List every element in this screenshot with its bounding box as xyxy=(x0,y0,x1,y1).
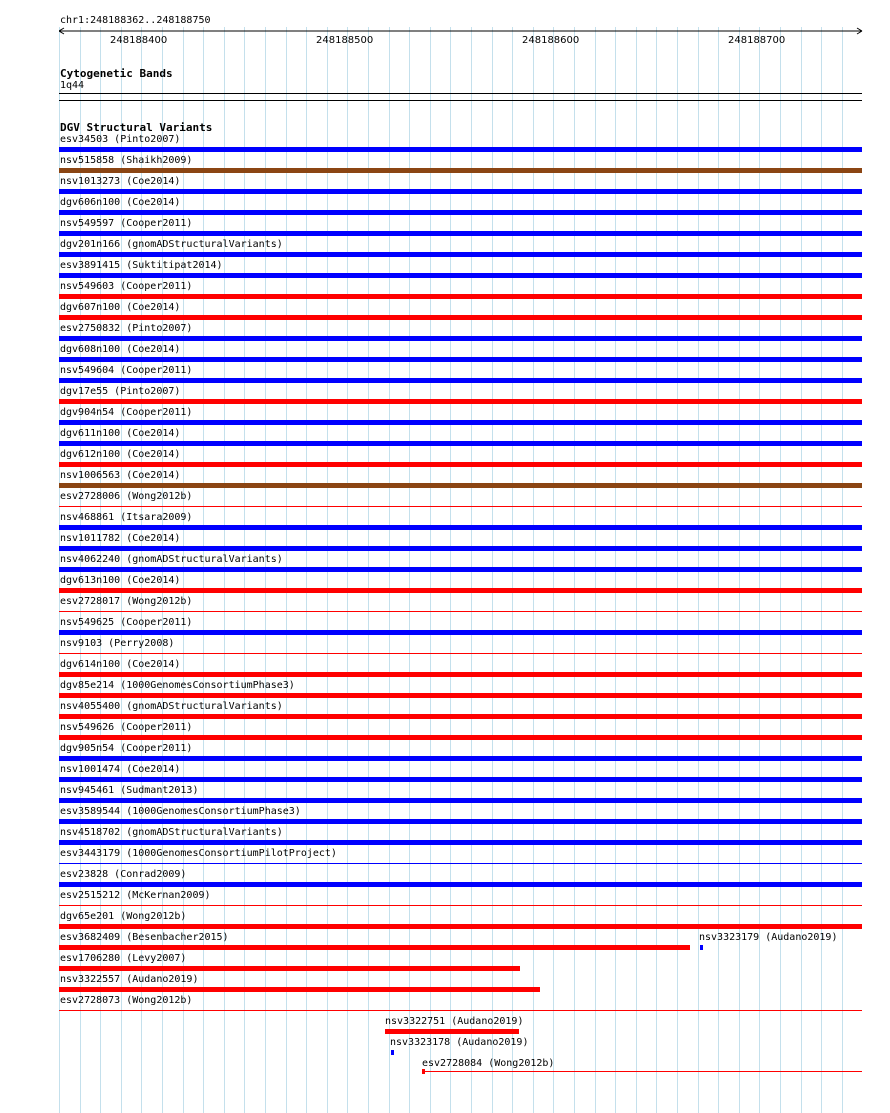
dgv-feature-bar[interactable] xyxy=(59,210,862,215)
dgv-feature-bar[interactable] xyxy=(59,777,862,782)
dgv-feature-label[interactable]: esv2728084 (Wong2012b) xyxy=(422,1058,555,1069)
dgv-feature-label[interactable]: dgv612n100 (Coe2014) xyxy=(60,449,181,460)
dgv-feature-bar[interactable] xyxy=(59,189,862,194)
dgv-feature-bar[interactable] xyxy=(59,611,862,612)
dgv-feature-label[interactable]: nsv4518702 (gnomADStructuralVariants) xyxy=(60,827,283,838)
dgv-feature-bar[interactable] xyxy=(59,462,862,467)
dgv-feature-label[interactable]: nsv515858 (Shaikh2009) xyxy=(60,155,193,166)
dgv-feature-label[interactable]: nsv3322751 (Audano2019) xyxy=(385,1016,524,1027)
dgv-feature-label[interactable]: nsv4062240 (gnomADStructuralVariants) xyxy=(60,554,283,565)
dgv-feature-label[interactable]: nsv945461 (Sudmant2013) xyxy=(60,785,199,796)
dgv-feature-label[interactable]: nsv549604 (Cooper2011) xyxy=(60,365,193,376)
dgv-feature-label[interactable]: dgv904n54 (Cooper2011) xyxy=(60,407,193,418)
dgv-feature-label[interactable]: esv3589544 (1000GenomesConsortiumPhase3) xyxy=(60,806,301,817)
ruler-tick-label: 248188500 xyxy=(316,35,374,46)
ruler-tick-label: 248188700 xyxy=(728,35,786,46)
dgv-feature-bar[interactable] xyxy=(59,588,862,593)
dgv-feature-bar[interactable] xyxy=(59,336,862,341)
dgv-feature-bar[interactable] xyxy=(59,672,862,677)
dgv-feature-label[interactable]: nsv9103 (Perry2008) xyxy=(60,638,175,649)
dgv-feature-label[interactable]: esv2728006 (Wong2012b) xyxy=(60,491,193,502)
dgv-feature-label[interactable]: nsv3322557 (Audano2019) xyxy=(60,974,199,985)
dgv-feature-label[interactable]: nsv549597 (Cooper2011) xyxy=(60,218,193,229)
dgv-feature-label[interactable]: nsv468861 (Itsara2009) xyxy=(60,512,193,523)
dgv-feature-label[interactable]: dgv65e201 (Wong2012b) xyxy=(60,911,187,922)
dgv-feature-label[interactable]: esv2728073 (Wong2012b) xyxy=(60,995,193,1006)
dgv-feature-bar[interactable] xyxy=(59,525,862,530)
dgv-feature-label[interactable]: esv34503 (Pinto2007) xyxy=(60,134,181,145)
dgv-feature-bar[interactable] xyxy=(59,1010,862,1011)
dgv-feature-bar[interactable] xyxy=(700,945,703,950)
dgv-feature-label[interactable]: esv3443179 (1000GenomesConsortiumPilotProject) xyxy=(60,848,337,859)
cytoband-track-title: Cytogenetic Bands xyxy=(60,67,173,80)
ruler-tick-label: 248188600 xyxy=(522,35,580,46)
dgv-feature-bar[interactable] xyxy=(59,966,520,971)
dgv-feature-bar[interactable] xyxy=(59,273,862,278)
dgv-feature-label[interactable]: esv3682409 (Besenbacher2015) xyxy=(60,932,229,943)
region-label: chr1:248188362..248188750 xyxy=(60,15,211,26)
dgv-feature-bar[interactable] xyxy=(59,567,862,572)
dgv-feature-bar[interactable] xyxy=(59,231,862,236)
dgv-feature-bar[interactable] xyxy=(391,1050,394,1055)
dgv-feature-bar[interactable] xyxy=(59,546,862,551)
dgv-feature-bar[interactable] xyxy=(59,315,862,320)
dgv-feature-bar[interactable] xyxy=(59,798,862,803)
dgv-feature-label[interactable]: dgv607n100 (Coe2014) xyxy=(60,302,181,313)
dgv-track-title: DGV Structural Variants xyxy=(60,121,213,134)
dgv-feature-bar[interactable] xyxy=(59,147,862,152)
dgv-feature-bar-start[interactable] xyxy=(422,1069,425,1074)
dgv-feature-bar[interactable] xyxy=(59,420,862,425)
dgv-feature-label[interactable]: dgv611n100 (Coe2014) xyxy=(60,428,181,439)
dgv-feature-bar[interactable] xyxy=(59,945,690,950)
dgv-feature-bar[interactable] xyxy=(385,1029,519,1034)
dgv-feature-label[interactable]: nsv1013273 (Coe2014) xyxy=(60,176,181,187)
dgv-feature-label[interactable]: nsv1001474 (Coe2014) xyxy=(60,764,181,775)
dgv-feature-label[interactable]: nsv549626 (Cooper2011) xyxy=(60,722,193,733)
dgv-feature-bar[interactable] xyxy=(59,840,862,845)
dgv-feature-bar[interactable] xyxy=(59,378,862,383)
dgv-feature-label[interactable]: esv2750832 (Pinto2007) xyxy=(60,323,193,334)
dgv-feature-label[interactable]: nsv549603 (Cooper2011) xyxy=(60,281,193,292)
dgv-feature-label[interactable]: nsv4055400 (gnomADStructuralVariants) xyxy=(60,701,283,712)
dgv-feature-bar[interactable] xyxy=(59,735,862,740)
dgv-feature-label[interactable]: esv23828 (Conrad2009) xyxy=(60,869,187,880)
dgv-feature-bar[interactable] xyxy=(59,252,862,257)
dgv-feature-bar[interactable] xyxy=(59,653,862,654)
track-divider xyxy=(59,100,862,101)
dgv-feature-label[interactable]: esv3891415 (Suktitipat2014) xyxy=(60,260,223,271)
dgv-feature-bar[interactable] xyxy=(59,693,862,698)
dgv-feature-label[interactable]: nsv549625 (Cooper2011) xyxy=(60,617,193,628)
dgv-feature-label[interactable]: dgv608n100 (Coe2014) xyxy=(60,344,181,355)
dgv-feature-label[interactable]: dgv614n100 (Coe2014) xyxy=(60,659,181,670)
cytoband-label: 1q44 xyxy=(60,80,85,91)
dgv-feature-bar[interactable] xyxy=(59,357,862,362)
dgv-feature-label[interactable]: dgv17e55 (Pinto2007) xyxy=(60,386,181,397)
dgv-feature-bar[interactable] xyxy=(59,714,862,719)
dgv-feature-bar[interactable] xyxy=(59,630,862,635)
dgv-feature-bar[interactable] xyxy=(59,924,862,929)
dgv-feature-bar[interactable] xyxy=(59,905,862,906)
dgv-feature-bar[interactable] xyxy=(59,882,862,887)
dgv-feature-bar[interactable] xyxy=(59,756,862,761)
dgv-feature-bar[interactable] xyxy=(59,399,862,404)
dgv-feature-label[interactable]: nsv1006563 (Coe2014) xyxy=(60,470,181,481)
dgv-feature-label[interactable]: nsv3323179 (Audano2019) xyxy=(699,932,838,943)
dgv-feature-bar[interactable] xyxy=(59,506,862,507)
dgv-feature-bar[interactable] xyxy=(59,294,862,299)
dgv-feature-bar[interactable] xyxy=(59,483,862,488)
dgv-feature-label[interactable]: nsv1011782 (Coe2014) xyxy=(60,533,181,544)
dgv-feature-label[interactable]: dgv905n54 (Cooper2011) xyxy=(60,743,193,754)
dgv-feature-bar[interactable] xyxy=(422,1071,862,1072)
dgv-feature-label[interactable]: dgv613n100 (Coe2014) xyxy=(60,575,181,586)
dgv-feature-label[interactable]: esv1706280 (Levy2007) xyxy=(60,953,187,964)
dgv-feature-label[interactable]: nsv3323178 (Audano2019) xyxy=(390,1037,529,1048)
dgv-feature-label[interactable]: dgv201n166 (gnomADStructuralVariants) xyxy=(60,239,283,250)
dgv-feature-label[interactable]: esv2728017 (Wong2012b) xyxy=(60,596,193,607)
dgv-feature-bar[interactable] xyxy=(59,168,862,173)
dgv-feature-label[interactable]: dgv85e214 (1000GenomesConsortiumPhase3) xyxy=(60,680,295,691)
dgv-feature-bar[interactable] xyxy=(59,987,540,992)
dgv-feature-bar[interactable] xyxy=(59,819,862,824)
ruler-tick-label: 248188400 xyxy=(110,35,168,46)
dgv-feature-label[interactable]: dgv606n100 (Coe2014) xyxy=(60,197,181,208)
dgv-feature-bar[interactable] xyxy=(59,863,862,864)
dgv-feature-bar[interactable] xyxy=(59,441,862,446)
cytoband-bar[interactable] xyxy=(59,93,862,94)
dgv-feature-label[interactable]: esv2515212 (McKernan2009) xyxy=(60,890,211,901)
